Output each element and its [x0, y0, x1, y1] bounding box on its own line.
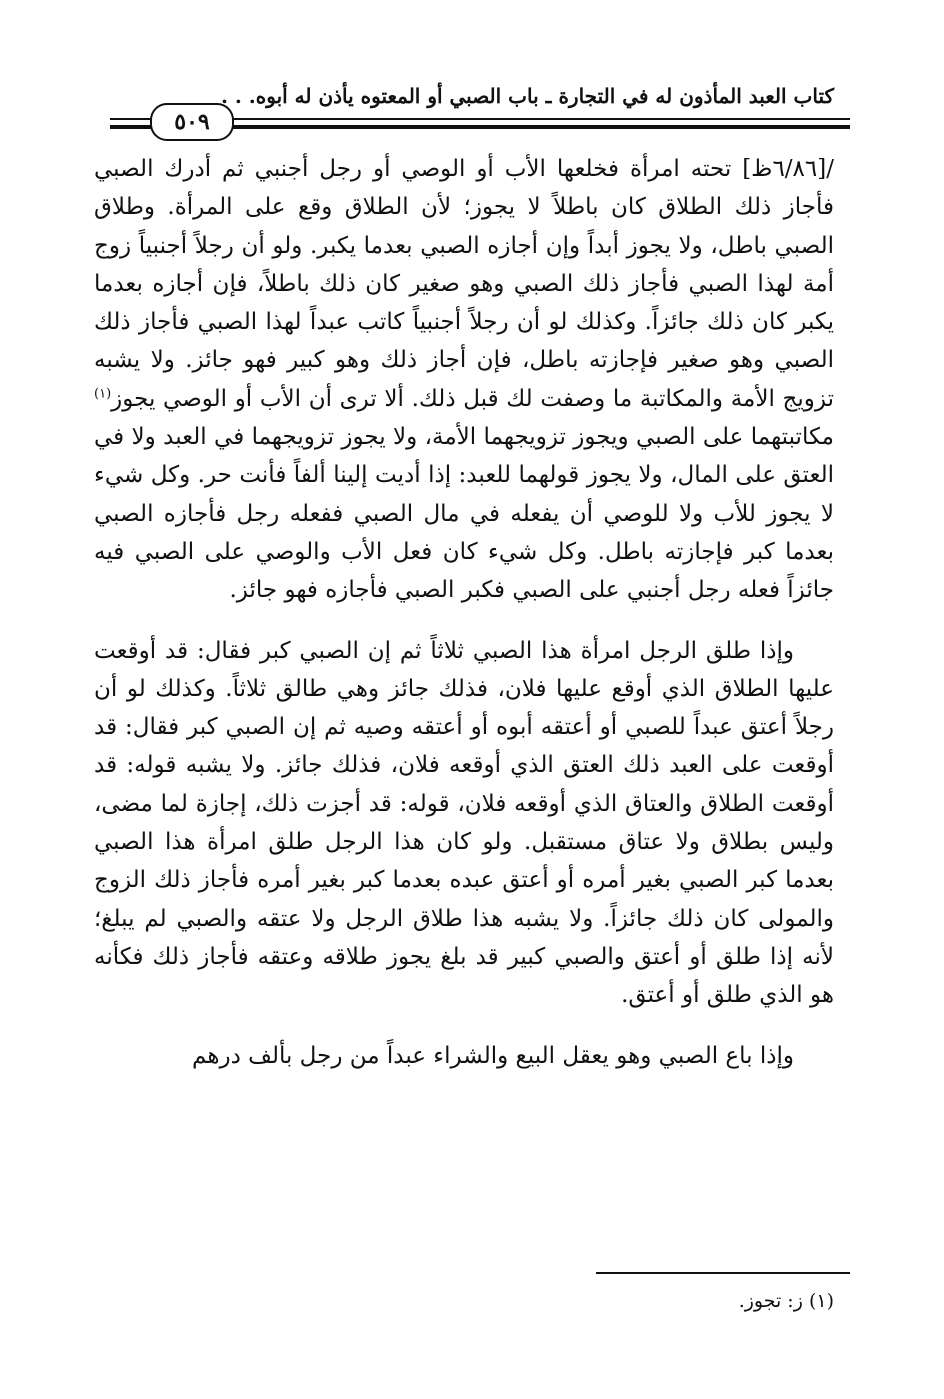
- paragraph-3: وإذا باع الصبي وهو يعقل البيع والشراء عبداً من رجل بألف درهم: [192, 1042, 794, 1069]
- footnote-text: ز: تجوز.: [738, 1290, 803, 1312]
- running-title: كتاب العبد المأذون له في التجارة ـ باب الصبي أو المعتوه يأذن له أبوه. . .: [220, 84, 834, 108]
- paragraph-1-part-a: /[٦/٨٦ظ] تحته امرأة فخلعها الأب أو الوصي أو رجل أجنبي ثم أدرك الصبي فأجاز ذلك الطلاق كان باطلاً لا يجوز؛ لأن الطلاق وقع على المرأة. وطلاق الصبي باطل، ولا يجوز أبداً وإن أجازه الصبي بعدما يكبر. ولو أن رجلاً أجنبياً زوج أمة لهذا الصبي فأجاز ذلك الصبي وهو صغير كان ذلك باطلاً، فإن أجازه بعدما يكبر كان ذلك جائزاً. وكذلك لو أن رجلاً أجنبياً كاتب عبداً لهذا الصبي فأجاز ذلك الصبي وهو صغير فإجازته باطل، فإن أجاز ذلك وهو كبير فهو جائز. ولا يشبه تزويج الأمة والمكاتبة ما وصفت لك قبل ذلك. ألا ترى أن الأب أو الوصي يجوز: [94, 156, 834, 412]
- paragraph-2: وإذا طلق الرجل امرأة هذا الصبي ثلاثاً ثم إن الصبي كبر فقال: قد أوقعت عليها الطلاق الذي أوقع عليها فلان، فذلك جائز وهي طالق ثلاثاً. وكذلك لو أن رجلاً أعتق عبداً للصبي أو أعتقه أبوه أو أعتقه وصيه ثم إن الصبي كبر فقال: قد أوقعت على العبد ذلك العتق الذي أوقعه فلان، فذلك جائز. ولا يشبه قوله: قد أوقعت الطلاق والعتاق الذي أوقعه فلان، قوله: قد أجزت ذلك، إجازة لما مضى، وليس بطلاق ولا عتاق مستقبل. ولو كان هذا الرجل طلق امرأة هذا الصبي بعدما كبر الصبي بغير أمره أو أعتق عبده بعدما كبر بغير أمره فأجاز ذلك الزوج والمولى كان ذلك جائزاً. ولا يشبه هذا طلاق الرجل ولا عتقه والصبي لم يبلغ؛ لأنه إذا طلق أو أعتق والصبي كبير قد بلغ يجوز طلاقه وعتقه فأجاز ذلك فكأنه هو الذي طلق أو أعتق.: [94, 637, 834, 1009]
- footnote-separator: [596, 1272, 850, 1274]
- paragraph-1-part-b: مكاتبتهما على الصبي ويجوز تزويجهما الأمة، ولا يجوز تزويجهما في العبد ولا في العتق على المال، ولا يجوز قولهما للعبد: إذا أديت إلينا ألفاً فأنت حر. وكل شيء لا يجوز للأب ولا للوصي أن يفعله في مال الصبي ففعله رجل فأجازه الصبي بعدما كبر فإجازته باطل. وكل شيء كان فعل الأب والوصي على الصبي فيه جائزاً فعله رجل أجنبي على الصبي فكبر الصبي فأجازه فهو جائز.: [94, 424, 834, 604]
- footnote-reference: (١): [94, 386, 112, 402]
- paragraph-1: [94, 150, 834, 610]
- footnote-1: [234, 1290, 834, 1312]
- page-number: ٥٠٩: [150, 103, 234, 141]
- footnote-marker: (١): [808, 1290, 834, 1312]
- body-text: [94, 150, 834, 1075]
